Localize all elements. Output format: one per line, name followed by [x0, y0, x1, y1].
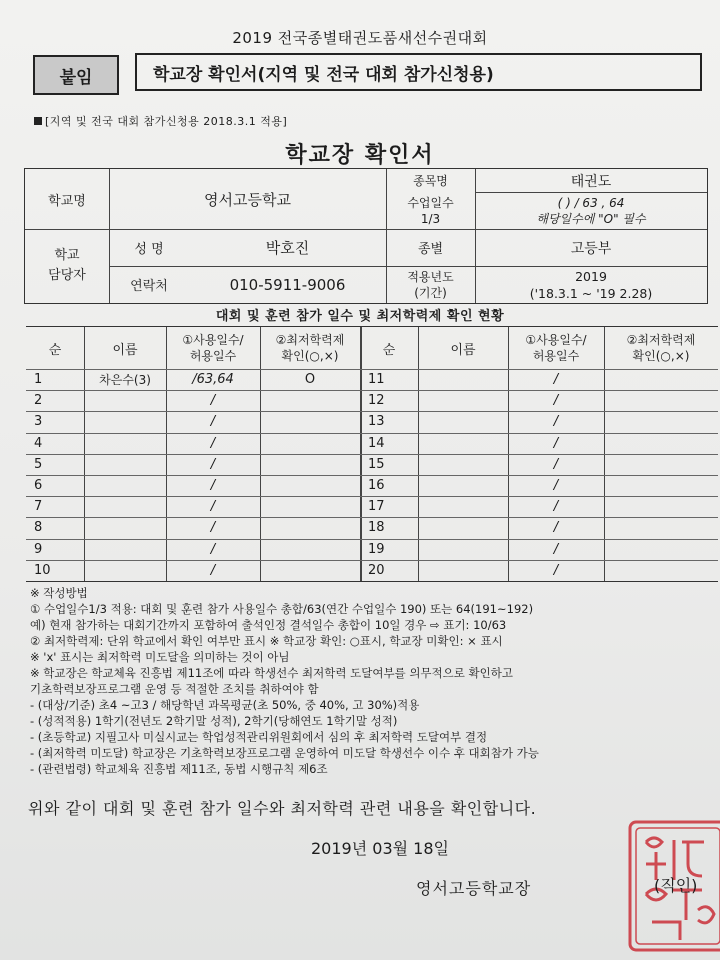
row-name: [418, 560, 508, 581]
header-name-left: 이름: [112, 342, 138, 358]
instruction-line: 기초학력보장프로그램 운영 등 적절한 조치를 취하여야 함: [30, 682, 319, 696]
row-check: [260, 454, 360, 475]
instruction-line: - (성적적용) 1학기(전년도 2학기말 성적), 2학기(당해연도 1학기말 성적): [30, 714, 398, 728]
header-check-line1: ②최저학력제: [275, 333, 345, 347]
confirmation-date: 2019년 03월 18일: [311, 839, 449, 858]
class-days-value: [475, 192, 707, 229]
row-days: /: [210, 478, 216, 494]
square-bullet-icon: [34, 117, 42, 125]
class-days-note: 해당일수에 "O" 필수: [536, 211, 646, 226]
row-name: [418, 390, 508, 411]
period-label-1: 적용년도: [407, 269, 454, 284]
contact-value: 010-5911-9006: [229, 275, 346, 294]
row-days: /: [210, 456, 216, 472]
row-days: /: [553, 541, 559, 557]
row-name: [84, 454, 166, 475]
row-number: 12: [368, 393, 385, 409]
name-label: 성 명: [134, 242, 164, 257]
row-number: 18: [368, 520, 385, 536]
document-title: 학교장 확인서: [285, 143, 435, 168]
row-days: /: [553, 372, 559, 388]
form-heading: 학교장 확인서(지역 및 전국 대회 참가신청용): [135, 53, 702, 91]
row-number: 10: [34, 562, 51, 578]
row-name: [418, 369, 508, 390]
header-days-line1: ①사용일수/: [525, 333, 587, 347]
instruction-line: ※ 'x' 표시는 최저학력 미도달을 의미하는 것이 아님: [30, 650, 290, 664]
row-check: [604, 411, 718, 432]
row-days: /: [553, 499, 559, 515]
period-year: 2019: [575, 268, 607, 284]
row-days: /: [210, 541, 216, 557]
category-value: 고등부: [570, 240, 612, 257]
name-value: 박호진: [265, 239, 310, 257]
row-name: [84, 411, 166, 432]
period-value: [475, 266, 707, 303]
principal-signature: 영서고등학교장: [416, 879, 532, 898]
attachment-tag: 붙임: [33, 55, 119, 95]
header-days-right: [508, 327, 604, 369]
row-number: 9: [34, 541, 43, 557]
class-days-label: [386, 192, 475, 229]
row-name: [418, 539, 508, 560]
category-label: 종별: [417, 242, 444, 257]
row-check: [604, 369, 718, 390]
row-number: 16: [368, 478, 385, 494]
period-label-2: (기간): [414, 285, 447, 300]
status-table: [26, 326, 718, 582]
header-check-left: [260, 327, 360, 369]
row-days: /: [553, 393, 559, 409]
apply-note-text: [지역 및 전국 대회 참가신청용 2018.3.1 적용]: [45, 115, 288, 128]
row-days: /: [210, 393, 216, 409]
row-days: /: [553, 414, 559, 430]
header-days-line2: 허용일수: [532, 349, 580, 363]
header-no-left: 순: [48, 342, 62, 358]
row-days: /: [553, 562, 559, 578]
row-check: [260, 539, 360, 560]
row-check: [260, 411, 360, 432]
row-check: [604, 475, 718, 496]
row-name: [418, 411, 508, 432]
row-number: 2: [34, 393, 43, 409]
row-name: [418, 475, 508, 496]
period-label: [386, 266, 475, 303]
row-check: [604, 517, 718, 538]
row-check: O: [304, 372, 316, 388]
header-days-line1: ①사용일수/: [182, 333, 244, 347]
event-label: 종목명: [413, 174, 448, 188]
manager-label: [25, 229, 109, 303]
row-check: [260, 433, 360, 454]
row-number: 1: [34, 372, 43, 388]
row-days: /: [553, 456, 559, 472]
row-number: 19: [368, 541, 385, 557]
class-days-label-1: 수업일수: [407, 195, 454, 210]
instruction-line: ※ 학교장은 학교체육 진흥법 제11조에 따라 학생선수 최저학력 도달여부를 의무적으로 확인하고: [30, 666, 513, 680]
row-number: 17: [368, 499, 385, 515]
row-days: /: [210, 562, 216, 578]
row-name: [84, 539, 166, 560]
instruction-line: ※ 작성방법: [30, 586, 88, 600]
class-days-fraction: ( ) / 63 , 64: [557, 195, 625, 210]
instruction-line: - (최저학력 미도달) 학교장은 기초학력보장프로그램 운영하여 미도달 학생선수 이수 후 대회참가 가능: [30, 746, 539, 760]
row-number: 6: [34, 478, 43, 494]
row-check: [604, 560, 718, 581]
header-days-left: [166, 327, 260, 369]
school-label: 학교명: [48, 193, 86, 209]
header-check-line2: 확인(○,×): [281, 349, 339, 363]
row-number: 15: [368, 456, 385, 472]
row-days: /63,64: [192, 372, 234, 388]
school-value: 영서고등학교: [204, 190, 291, 209]
header-check-right: [604, 327, 718, 369]
instruction-line: - (대상/기준) 초4 ~고3 / 해당학년 과목평균(초 50%, 중 40%, 고 30%)적용: [30, 698, 420, 712]
row-check: [260, 390, 360, 411]
row-check: [604, 433, 718, 454]
instruction-line: - (관련법령) 학교체육 진흥법 제11조, 동법 시행규칙 제6조: [30, 762, 328, 776]
row-check: [604, 390, 718, 411]
row-name: [84, 517, 166, 538]
row-check: [604, 539, 718, 560]
manager-label-1: 학교: [54, 248, 80, 263]
seal-label: (직인): [654, 876, 698, 895]
header-check-line1: ②최저학력제: [626, 333, 696, 347]
status-table-title: 대회 및 훈련 참가 일수 및 최저학력제 확인 현황: [215, 309, 505, 324]
event-title: 2019 전국종별태권도품새선수권대회: [232, 29, 488, 47]
row-name: [84, 390, 166, 411]
confirmation-statement: 위와 같이 대회 및 훈련 참가 일수와 최저학력 관련 내용을 확인합니다.: [28, 799, 537, 818]
manager-label-2: 담당자: [48, 268, 86, 283]
row-number: 13: [368, 414, 385, 430]
row-check: [260, 475, 360, 496]
row-number: 4: [34, 435, 43, 451]
row-name: [418, 433, 508, 454]
row-check: [260, 560, 360, 581]
row-days: /: [210, 499, 216, 515]
row-days: /: [553, 435, 559, 451]
row-days: /: [553, 520, 559, 536]
row-name: [418, 517, 508, 538]
row-name: [84, 433, 166, 454]
class-days-label-2: 1/3: [420, 211, 441, 226]
row-days: /: [210, 435, 216, 451]
event-value: 태권도: [570, 173, 612, 190]
header-days-line2: 허용일수: [189, 349, 237, 363]
info-table: [24, 168, 708, 304]
contact-label: 연락처: [130, 279, 168, 294]
row-number: 7: [34, 499, 43, 515]
row-name: [418, 496, 508, 517]
period-range: ('18.3.1 ~ '19 2.28): [529, 285, 653, 301]
row-check: [604, 454, 718, 475]
row-number: 11: [368, 372, 385, 388]
row-days: /: [553, 478, 559, 494]
row-days: /: [210, 414, 216, 430]
row-check: [604, 496, 718, 517]
row-name: [84, 560, 166, 581]
row-number: 5: [34, 456, 43, 472]
instruction-line: ② 최저학력제: 단위 학교에서 확인 여부만 표시 ※ 학교장 확인: ○표시, 학교장 미확인: × 표시: [30, 634, 503, 648]
writing-instructions: [30, 585, 710, 777]
row-number: 20: [368, 562, 385, 578]
header-no-right: 순: [382, 342, 396, 358]
row-number: 14: [368, 435, 385, 451]
instruction-line: 예) 현재 참가하는 대회기간까지 포함하여 출석인정 결석일수 총합이 10일 경우 ⇨ 표기: 10/63: [30, 618, 507, 632]
instruction-line: - (초등학교) 지필고사 미실시교는 학업성적관리위원회에서 심의 후 최저학력 도달여부 결정: [30, 730, 488, 744]
row-name: [84, 475, 166, 496]
row-number: 8: [34, 520, 43, 536]
row-check: [260, 496, 360, 517]
row-number: 3: [34, 414, 43, 430]
row-name: [418, 454, 508, 475]
row-check: [260, 517, 360, 538]
header-name-right: 이름: [450, 342, 476, 358]
row-name: [84, 496, 166, 517]
row-name: 차은수(3): [99, 373, 151, 388]
apply-note: [34, 113, 287, 129]
instruction-line: ① 수업일수1/3 적용: 대회 및 훈련 참가 사용일수 총합/63(연간 수업일수 190) 또는 64(191~192): [30, 602, 534, 616]
row-days: /: [210, 520, 216, 536]
header-check-line2: 확인(○,×): [632, 349, 690, 363]
